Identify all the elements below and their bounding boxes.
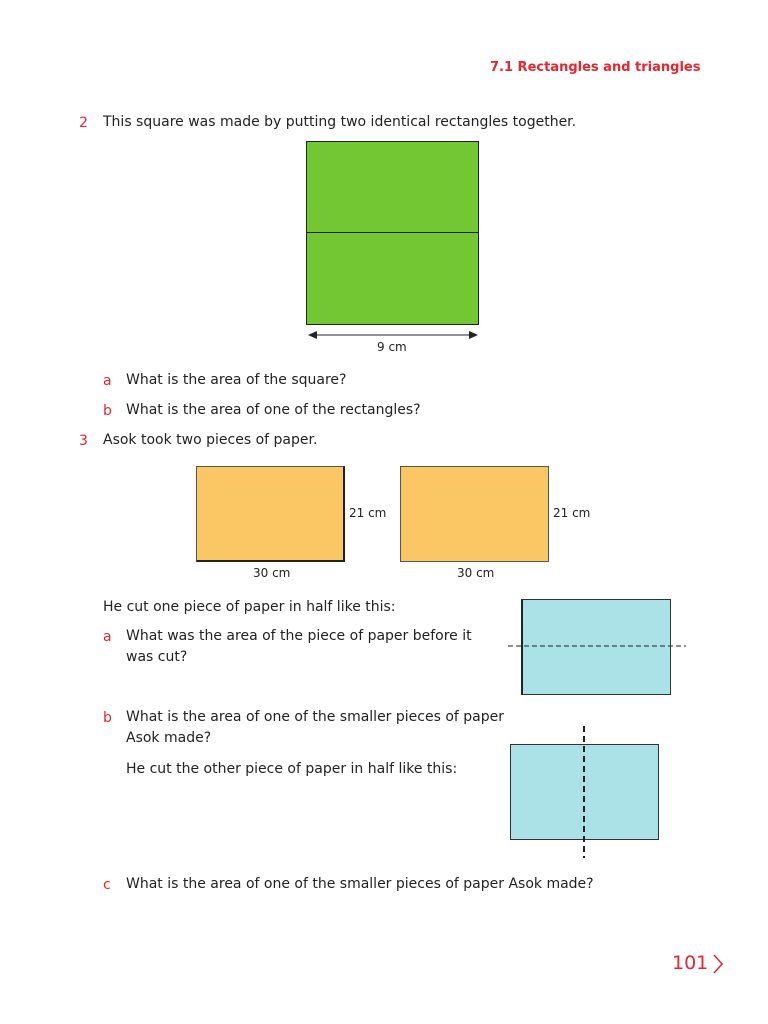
paper-width-label: 30 cm xyxy=(457,566,495,580)
rectangle-top xyxy=(306,141,479,234)
subquestion-letter: c xyxy=(103,877,111,893)
paper-piece-2 xyxy=(400,466,549,562)
question-number: 2 xyxy=(79,115,88,131)
question-text: Asok took two pieces of paper. xyxy=(103,432,318,448)
subquestion-line: Asok made? xyxy=(126,730,212,746)
subquestion-letter: b xyxy=(103,710,112,726)
subquestion-letter: a xyxy=(103,373,112,389)
subquestion-text: What is the area of one of the smaller pieces of paper Asok made? xyxy=(126,876,594,892)
subquestion-letter: b xyxy=(103,403,112,419)
subquestion-text: What is the area of one of the rectangles? xyxy=(126,402,421,418)
instruction-text: He cut the other piece of paper in half like this: xyxy=(126,761,458,777)
rectangle-bottom xyxy=(306,232,479,325)
chevron-right-icon[interactable] xyxy=(711,953,725,975)
question-number: 3 xyxy=(79,433,88,449)
subquestion-text xyxy=(126,626,496,668)
paper-piece-1 xyxy=(196,466,345,562)
subquestion-text: What is the area of the square? xyxy=(126,372,347,388)
subquestion-line: What was the area of the piece of paper before it xyxy=(126,628,472,644)
section-title: 7.1 Rectangles and triangles xyxy=(490,60,701,75)
paper-height-label: 21 cm xyxy=(349,506,387,520)
vertical-cut-line xyxy=(580,726,588,858)
dimension-label: 9 cm xyxy=(377,340,407,354)
subquestion-line: What is the area of one of the smaller pieces of paper xyxy=(126,709,504,725)
horizontal-cut-line xyxy=(508,642,686,650)
subquestion-line: was cut? xyxy=(126,649,188,665)
subquestion-text xyxy=(126,707,506,749)
subquestion-letter: a xyxy=(103,629,112,645)
question-text: This square was made by putting two identical rectangles together. xyxy=(103,114,577,130)
page-number: 101 xyxy=(672,952,709,974)
instruction-text: He cut one piece of paper in half like this: xyxy=(103,599,396,615)
paper-width-label: 30 cm xyxy=(253,566,291,580)
paper-height-label: 21 cm xyxy=(553,506,591,520)
